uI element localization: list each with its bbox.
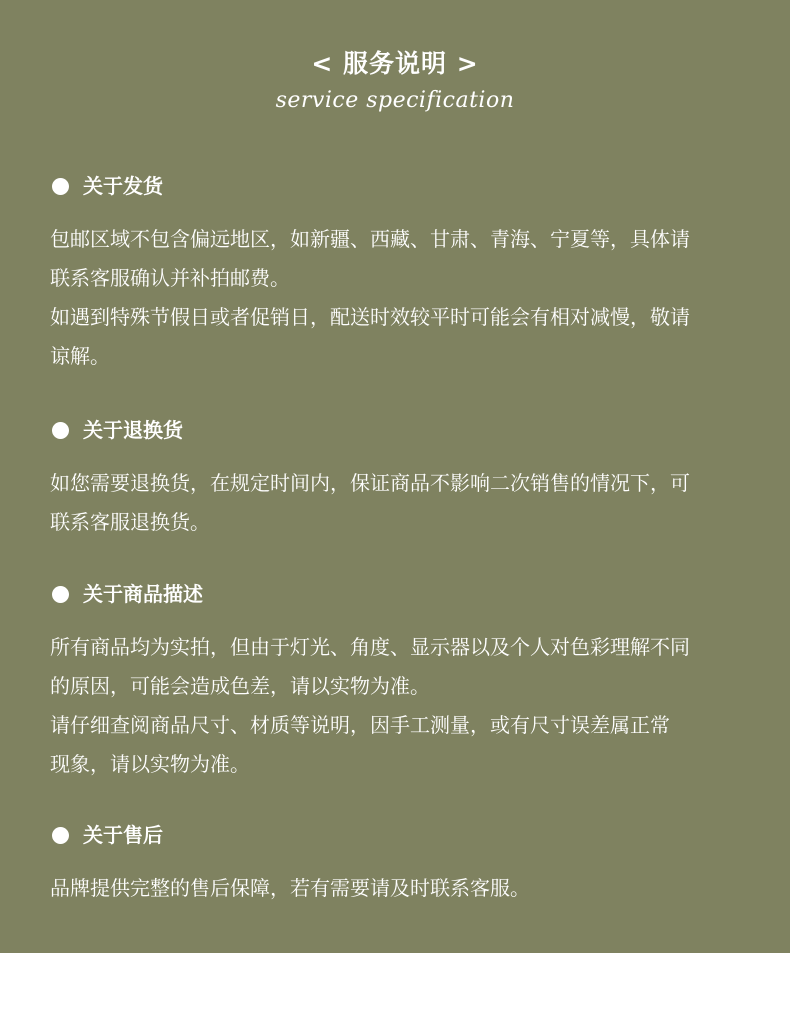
body-line: 品牌提供完整的售后保障，若有需要请及时联系客服。 — [50, 876, 530, 900]
bullet-circle-icon — [52, 178, 69, 195]
section-returns — [50, 414, 750, 542]
bullet-circle-icon — [52, 827, 69, 844]
bullet-circle-icon — [52, 422, 69, 439]
body-line: 如遇到特殊节假日或者促销日，配送时效较平时可能会有相对减慢，敬请 — [50, 305, 690, 329]
page-subtitle: service specification — [275, 88, 515, 113]
section-title: 关于退换货 — [83, 418, 183, 442]
body-line: 联系客服退换货。 — [50, 510, 210, 534]
bullet-circle-icon — [52, 586, 69, 603]
body-line: 如您需要退换货，在规定时间内，保证商品不影响二次销售的情况下，可 — [50, 471, 690, 495]
page-title: < 服务说明 > — [311, 49, 479, 78]
body-line: 包邮区域不包含偏远地区，如新疆、西藏、甘肃、青海、宁夏等，具体请 — [50, 227, 690, 251]
section-title: 关于售后 — [83, 823, 163, 847]
section-after-sales — [50, 819, 750, 908]
section-body — [50, 869, 750, 908]
section-body — [50, 628, 750, 784]
body-line: 现象，请以实物为准。 — [50, 752, 250, 776]
section-header — [50, 414, 750, 446]
body-line: 所有商品均为实拍，但由于灯光、角度、显示器以及个人对色彩理解不同 — [50, 635, 690, 659]
section-header — [50, 170, 750, 202]
section-header — [50, 578, 750, 610]
body-line: 联系客服确认并补拍邮费。 — [50, 266, 290, 290]
section-header — [50, 819, 750, 851]
section-title: 关于发货 — [83, 174, 163, 198]
section-product-description — [50, 578, 750, 784]
section-title: 关于商品描述 — [83, 582, 203, 606]
section-body — [50, 464, 750, 542]
section-shipping — [50, 170, 750, 376]
body-line: 的原因，可能会造成色差，请以实物为准。 — [50, 674, 430, 698]
section-body — [50, 220, 750, 376]
body-line: 谅解。 — [50, 344, 110, 368]
body-line: 请仔细查阅商品尺寸、材质等说明，因手工测量，或有尺寸误差属正常 — [50, 713, 670, 737]
